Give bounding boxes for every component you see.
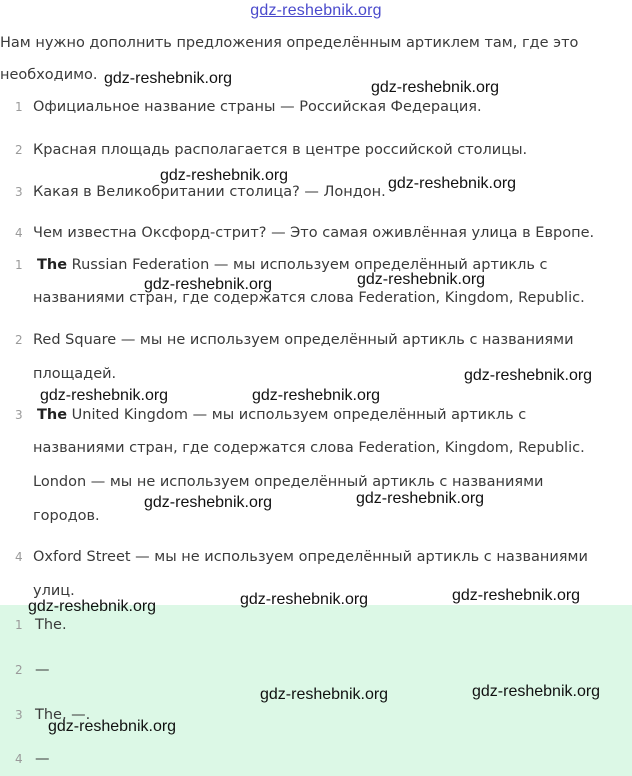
watermark: gdz-reshebnik.org — [40, 387, 169, 404]
explanation-line: London — мы не используем определённый артикль с названиями — [33, 474, 544, 490]
watermark: gdz-reshebnik.org — [464, 367, 593, 384]
answer-text: The. — [35, 617, 67, 633]
intro-line-2: необходимо. — [0, 67, 98, 83]
answer-text: — — [35, 751, 50, 767]
question-number: 3 — [15, 185, 23, 199]
explanation-line: городов. — [33, 508, 100, 524]
explanation-number: 4 — [15, 550, 23, 564]
watermark: gdz-reshebnik.org — [356, 490, 485, 507]
explanation-number: 2 — [15, 333, 23, 347]
answer-number: 3 — [15, 708, 23, 722]
explanation-line: Red Square — мы не используем определённый артикль с названиями — [33, 332, 574, 348]
explanation-number: 3 — [15, 408, 23, 422]
question-number: 1 — [15, 100, 23, 114]
watermark: gdz-reshebnik.org — [144, 276, 273, 293]
answer-number: 1 — [15, 618, 23, 632]
watermark: gdz-reshebnik.org — [388, 175, 517, 192]
question-number: 2 — [15, 143, 23, 157]
explanation-line: площадей. — [33, 366, 117, 382]
watermark: gdz-reshebnik.org — [28, 598, 157, 615]
question-text: Красная площадь располагается в центре российской столицы. — [33, 142, 528, 158]
explanation-text: United Kingdom — мы используем определённый артикль с — [67, 407, 527, 423]
question-text: Какая в Великобритании столица? — Лондон. — [33, 184, 386, 200]
explanation-line: названиями стран, где содержатся слова Federation, Kingdom, Republic. — [33, 440, 585, 456]
intro-line-1: Нам нужно дополнить предложения определённым артиклем там, где это — [0, 35, 579, 51]
answer-number: 4 — [15, 752, 23, 766]
explanation-number: 1 — [15, 258, 23, 272]
answer-number: 2 — [15, 663, 23, 677]
watermark: gdz-reshebnik.org — [160, 167, 289, 184]
watermark: gdz-reshebnik.org — [48, 718, 177, 735]
explanation-line: Oxford Street — мы не используем определённый артикль с названиями — [33, 549, 588, 565]
question-number: 4 — [15, 226, 23, 240]
question-text: Официальное название страны — Российская Федерация. — [33, 99, 482, 115]
watermark: gdz-reshebnik.org — [472, 683, 601, 700]
answer-text: — — [35, 662, 50, 678]
watermark: gdz-reshebnik.org — [104, 70, 233, 87]
watermark: gdz-reshebnik.org — [260, 686, 389, 703]
article: The — [37, 257, 68, 273]
answer-text: The, —. — [35, 707, 91, 723]
question-text: Чем известна Оксфорд-стрит? — Это самая оживлённая улица в Европе. — [33, 225, 595, 241]
watermark: gdz-reshebnik.org — [357, 271, 486, 288]
watermark: gdz-reshebnik.org — [452, 587, 581, 604]
watermark: gdz-reshebnik.org — [371, 79, 500, 96]
explanation-line — [37, 405, 526, 425]
explanation-line: названиями стран, где содержатся слова Federation, Kingdom, Republic. — [33, 290, 585, 306]
watermark: gdz-reshebnik.org — [252, 387, 381, 404]
site-link[interactable]: gdz-reshebnik.org — [250, 2, 382, 19]
article: The — [37, 407, 68, 423]
watermark: gdz-reshebnik.org — [144, 494, 273, 511]
watermark: gdz-reshebnik.org — [240, 591, 369, 608]
explanation-text: Russian Federation — мы используем определённый артикль с — [67, 257, 548, 273]
explanation-line: улиц. — [33, 583, 75, 599]
